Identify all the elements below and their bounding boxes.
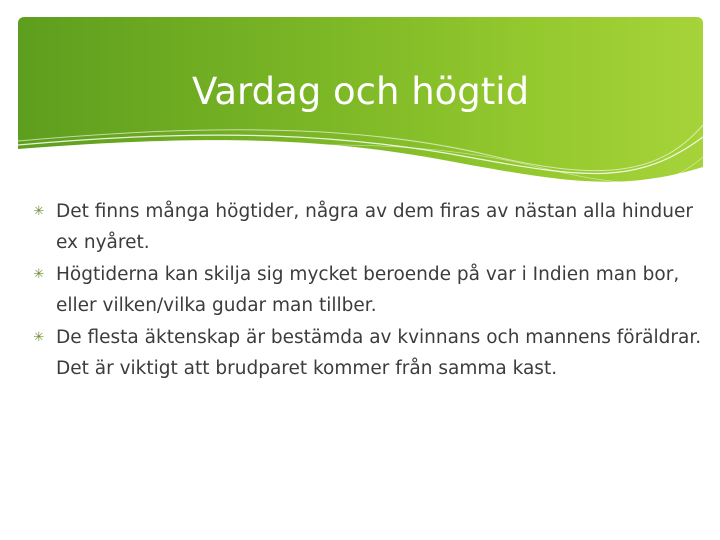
bullet-list [32, 196, 702, 385]
list-item [32, 259, 702, 321]
slide-title: Vardag och högtid [191, 70, 530, 113]
list-item [32, 322, 702, 384]
asterisk-bullet-icon: ✳ [33, 330, 45, 345]
asterisk-bullet-icon: ✳ [33, 204, 45, 219]
title-banner [18, 17, 703, 201]
bullet-text: De flesta äktenskap är bestämda av kvinnans och mannens föräldrar. Det är viktigt att brudparet kommer från samma kast. [56, 327, 702, 379]
bullet-text: Högtiderna kan skilja sig mycket beroende på var i Indien man bor, eller vilken/vilka gudar man tillber. [56, 264, 680, 316]
list-item [32, 196, 702, 258]
asterisk-bullet-icon: ✳ [33, 267, 45, 282]
bullet-text: Det finns många högtider, några av dem firas av nästan alla hinduer ex nyåret. [56, 201, 693, 253]
